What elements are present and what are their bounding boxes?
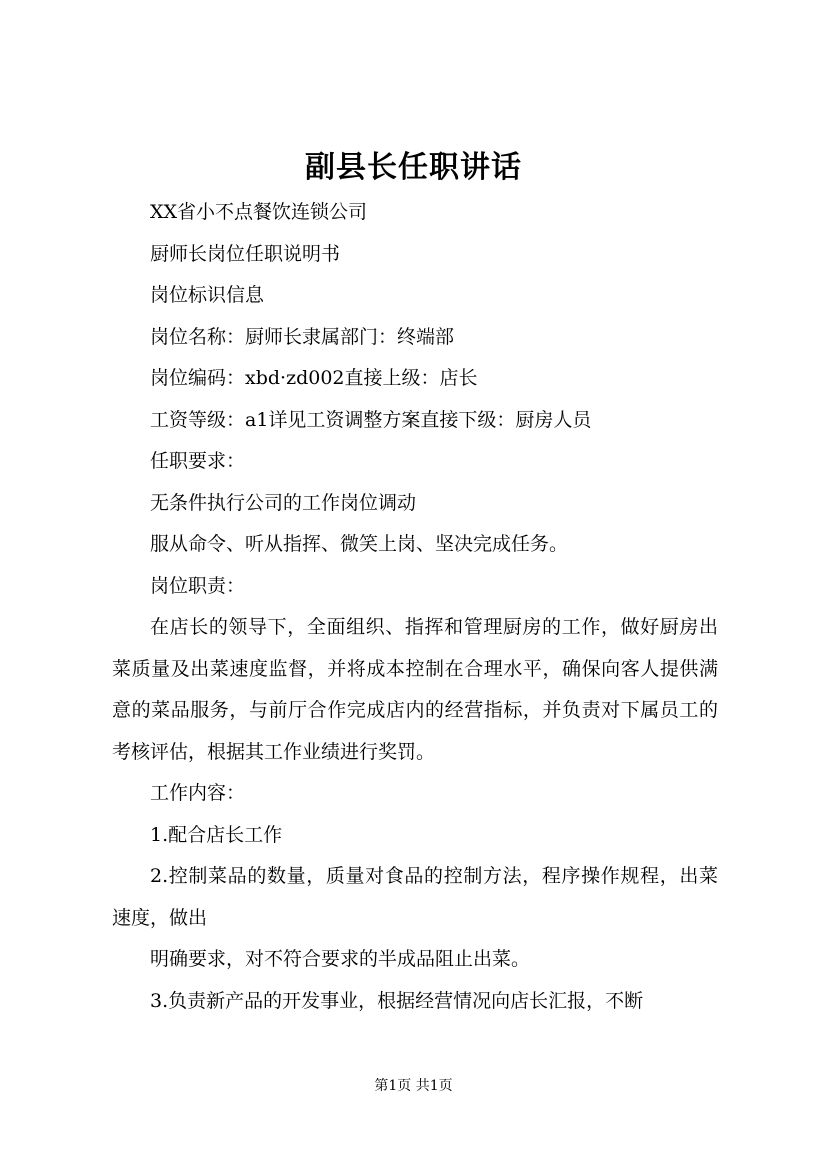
- paragraph-duties-body: 在店长的领导下，全面组织、指挥和管理厨房的工作，做好厨房出菜质量及出菜速度监督，并将成本控制在合理水平，确保向客人提供满意的菜品服务，与前厅合作完成店内的经营指标，并负责对下属员工的考核评估，根据其工作业绩进行奖罚。: [112, 616, 718, 763]
- paragraph-work-item-2: 2.控制菜品的数量，质量对食品的控制方法，程序操作规程，出菜速度，做出: [112, 865, 718, 929]
- paragraph-position-name: 岗位名称：厨师长隶属部门：终端部: [150, 325, 455, 348]
- paragraph-salary-grade: 工资等级：a1详见工资调整方案直接下级：厨房人员: [150, 408, 592, 431]
- page-footer: 第1页 共1页: [374, 1078, 453, 1094]
- paragraph-work-item-3: 3.负责新产品的开发事业，根据经营情况向店长汇报，不断: [150, 989, 644, 1012]
- document-body: [112, 192, 718, 1022]
- paragraph-position-code: 岗位编码：xbd·zd002直接上级：店长: [150, 367, 478, 389]
- paragraph-company: XX省小不点餐饮连锁公司: [150, 201, 368, 223]
- paragraph-work-item-1: 1.配合店长工作: [150, 823, 283, 846]
- paragraph-work-item-2-cont: 明确要求，对不符合要求的半成品阻止出菜。: [150, 948, 531, 970]
- paragraph-requirement-1: 无条件执行公司的工作岗位调动: [150, 491, 417, 514]
- paragraph-duties-heading: 岗位职责：: [150, 574, 246, 597]
- paragraph-work-content-heading: 工作内容：: [150, 782, 246, 804]
- paragraph-requirements-heading: 任职要求：: [150, 450, 246, 472]
- paragraph-doc-name: 厨师长岗位任职说明书: [150, 242, 341, 265]
- paragraph-requirement-2: 服从命令、听从指挥、微笑上岗、坚决完成任务。: [150, 533, 569, 555]
- page-title: 副县长任职讲话: [305, 150, 522, 185]
- paragraph-section-id-info: 岗位标识信息: [150, 284, 265, 306]
